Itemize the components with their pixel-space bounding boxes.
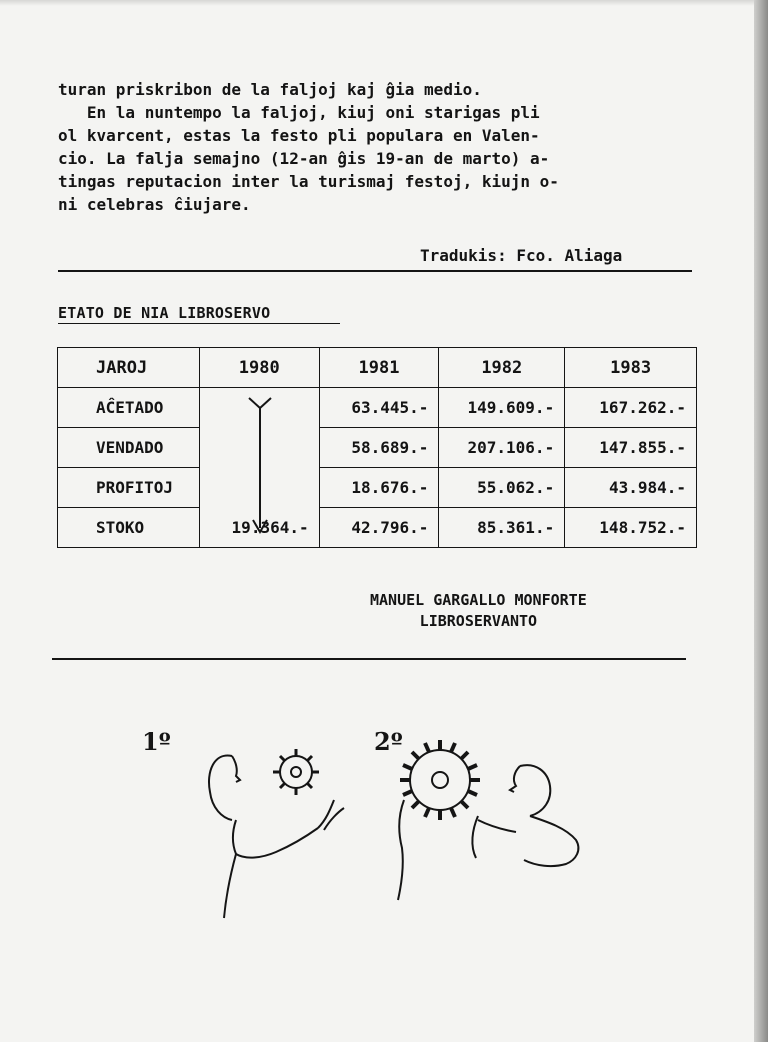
cell-1982: 207.106.- [439, 428, 565, 468]
cell-1980: 19.364.- [199, 508, 319, 548]
body-line-6: ni celebras ĉiujare. [58, 195, 251, 214]
table-row [58, 428, 697, 468]
divider-top [58, 270, 692, 272]
table-row [58, 388, 697, 428]
page-edge [0, 0, 768, 6]
header-jaroj: JAROJ [58, 348, 200, 388]
cell-1982: 149.609.- [439, 388, 565, 428]
cell-1983: 147.855.- [565, 428, 697, 468]
translator-credit: Tradukis: Fco. Aliaga [420, 246, 623, 265]
header-1982: 1982 [439, 348, 565, 388]
cell-1983: 148.752.- [565, 508, 697, 548]
label-second: 2º [374, 727, 403, 756]
row-label: STOKO [58, 508, 200, 548]
section-title: ETATO DE NIA LIBROSERVO [58, 304, 271, 322]
person-left-icon [209, 755, 344, 918]
page-binding-shadow [754, 0, 768, 1042]
body-line-2: En la nuntempo la faljoj, kiuj oni starigas pli [58, 103, 540, 122]
header-1981: 1981 [319, 348, 439, 388]
section-title-underline [58, 323, 340, 324]
cell-1981: 18.676.- [319, 468, 439, 508]
person-right-icon [398, 765, 578, 900]
cell-1983: 167.262.- [565, 388, 697, 428]
table-row [58, 468, 697, 508]
row-label: AĈETADO [58, 388, 200, 428]
body-line-5: tingas reputacion inter la turismaj festoj, kiujn o- [58, 172, 559, 191]
bookstore-table [57, 347, 697, 548]
row-label: PROFITOJ [58, 468, 200, 508]
down-arrow-icon [240, 392, 280, 540]
table-header-row [58, 348, 697, 388]
header-1980: 1980 [199, 348, 319, 388]
signature-title: LIBROSERVANTO [419, 612, 538, 630]
cell-1981: 63.445.- [319, 388, 439, 428]
gear-icon [400, 740, 480, 820]
gear-illustration [0, 660, 700, 920]
header-1983: 1983 [565, 348, 697, 388]
body-line-1: turan priskribon de la faljoj kaj ĝia medio. [58, 80, 482, 99]
cell-1983: 43.984.- [565, 468, 697, 508]
table-row [58, 508, 697, 548]
cell-1982: 55.062.- [439, 468, 565, 508]
cell-1982: 85.361.- [439, 508, 565, 548]
body-line-3: ol kvarcent, estas la festo pli populara en Valen- [58, 126, 540, 145]
row-label: VENDADO [58, 428, 200, 468]
cell-1981: 42.796.- [319, 508, 439, 548]
gear-icon [273, 749, 319, 795]
signature-name: MANUEL GARGALLO MONFORTE [370, 591, 587, 609]
body-line-4: cio. La falja semajno (12-an ĝis 19-an de marto) a- [58, 149, 550, 168]
cell-1981: 58.689.- [319, 428, 439, 468]
signature-block [370, 590, 587, 632]
label-first: 1º [142, 727, 171, 756]
